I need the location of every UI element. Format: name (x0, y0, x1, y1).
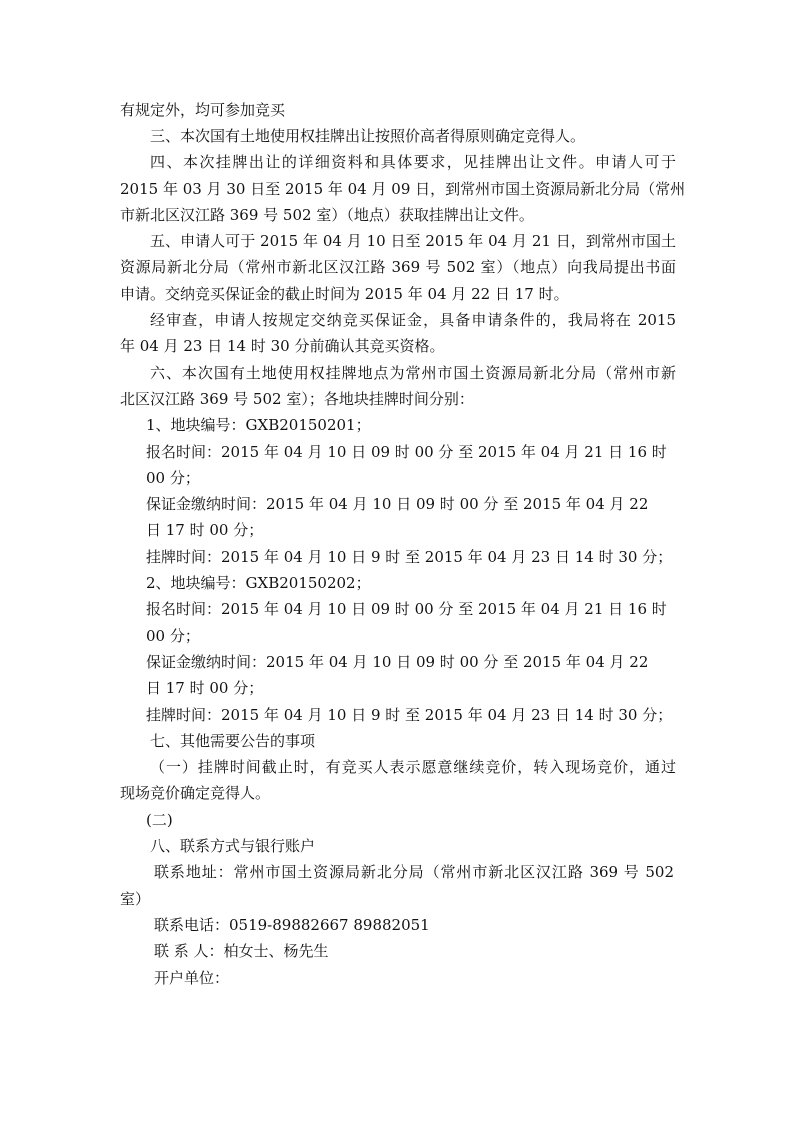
text-line: 五、申请人可于 2015 年 04 月 10 日至 2015 年 04 月 21 日，到常州市国土 (150, 232, 676, 250)
parcel-heading: 1、地块编号：GXB20150201； (146, 416, 371, 434)
text-line: 有规定外，均可参加竞买 (120, 101, 286, 119)
text-line: (二) (146, 811, 173, 829)
text-line: 经审查，申请人按规定交纳竞买保证金，具备申请条件的，我局将在 2015 (150, 311, 676, 329)
text-line: 挂牌时间：2015 年 04 月 10 日 9 时 至 2015 年 04 月 23 日 14 时 30 分； (146, 706, 673, 724)
text-line: 报名时间：2015 年 04 月 10 日 09 时 00 分 至 2015 年 04 月 21 日 16 时 (146, 443, 667, 461)
text-line: 六、本次国有土地使用权挂牌地点为常州市国土资源局新北分局（常州市新 (150, 364, 676, 382)
text-line: 四、本次挂牌出让的详细资料和具体要求，见挂牌出让文件。申请人可于 (150, 153, 676, 171)
text-line: 保证金缴纳时间：2015 年 04 月 10 日 09 时 00 分 至 2015 年 04 月 22 (146, 495, 649, 513)
text-line: 2015 年 03 月 30 日至 2015 年 04 月 09 日，到常州市国土资源局新北分局（常州 (120, 180, 686, 198)
parcel-heading: 2、地块编号：GXB20150202； (146, 574, 371, 592)
text-line: 日 17 时 00 分； (146, 521, 264, 539)
text-line: 00 分； (146, 627, 200, 645)
text-line: 申请。交纳竞买保证金的截止时间为 2015 年 04 月 22 日 17 时。 (120, 285, 569, 303)
text-line: 00 分； (146, 469, 200, 487)
contact-address: 联系地址：常州市国土资源局新北分局（常州市新北区汉江路 369 号 502 (154, 863, 674, 881)
text-line: 日 17 时 00 分； (146, 679, 264, 697)
text-line: 室） (120, 890, 151, 908)
section-heading: 八、联系方式与银行账户 (150, 837, 316, 855)
account-holder: 开户单位： (154, 969, 230, 987)
text-line: （一）挂牌时间截止时，有竞买人表示愿意继续竞价，转入现场竞价，通过 (150, 758, 676, 776)
contact-phone: 联系电话：0519-89882667 89882051 (154, 916, 430, 934)
text-line: 市新北区汉江路 369 号 502 室）（地点）获取挂牌出让文件。 (120, 206, 534, 224)
text-line: 现场竞价确定竞得人。 (120, 784, 271, 802)
section-heading: 七、其他需要公告的事项 (150, 732, 316, 750)
text-line: 三、本次国有土地使用权挂牌出让按照价高者得原则确定竞得人。 (150, 127, 586, 145)
text-line: 年 04 月 23 日 14 时 30 分前确认其竞买资格。 (120, 337, 445, 355)
text-line: 保证金缴纳时间：2015 年 04 月 10 日 09 时 00 分 至 2015 年 04 月 22 (146, 653, 649, 671)
text-line: 资源局新北分局（常州市新北区汉江路 369 号 502 室）（地点）向我局提出书面 (120, 258, 676, 276)
text-line: 报名时间：2015 年 04 月 10 日 09 时 00 分 至 2015 年 04 月 21 日 16 时 (146, 600, 667, 618)
text-line: 挂牌时间：2015 年 04 月 10 日 9 时 至 2015 年 04 月 23 日 14 时 30 分； (146, 548, 673, 566)
contact-person: 联 系 人：柏女士、杨先生 (154, 942, 329, 960)
text-line: 北区汉江路 369 号 502 室）；各地块挂牌时间分别： (120, 390, 474, 408)
